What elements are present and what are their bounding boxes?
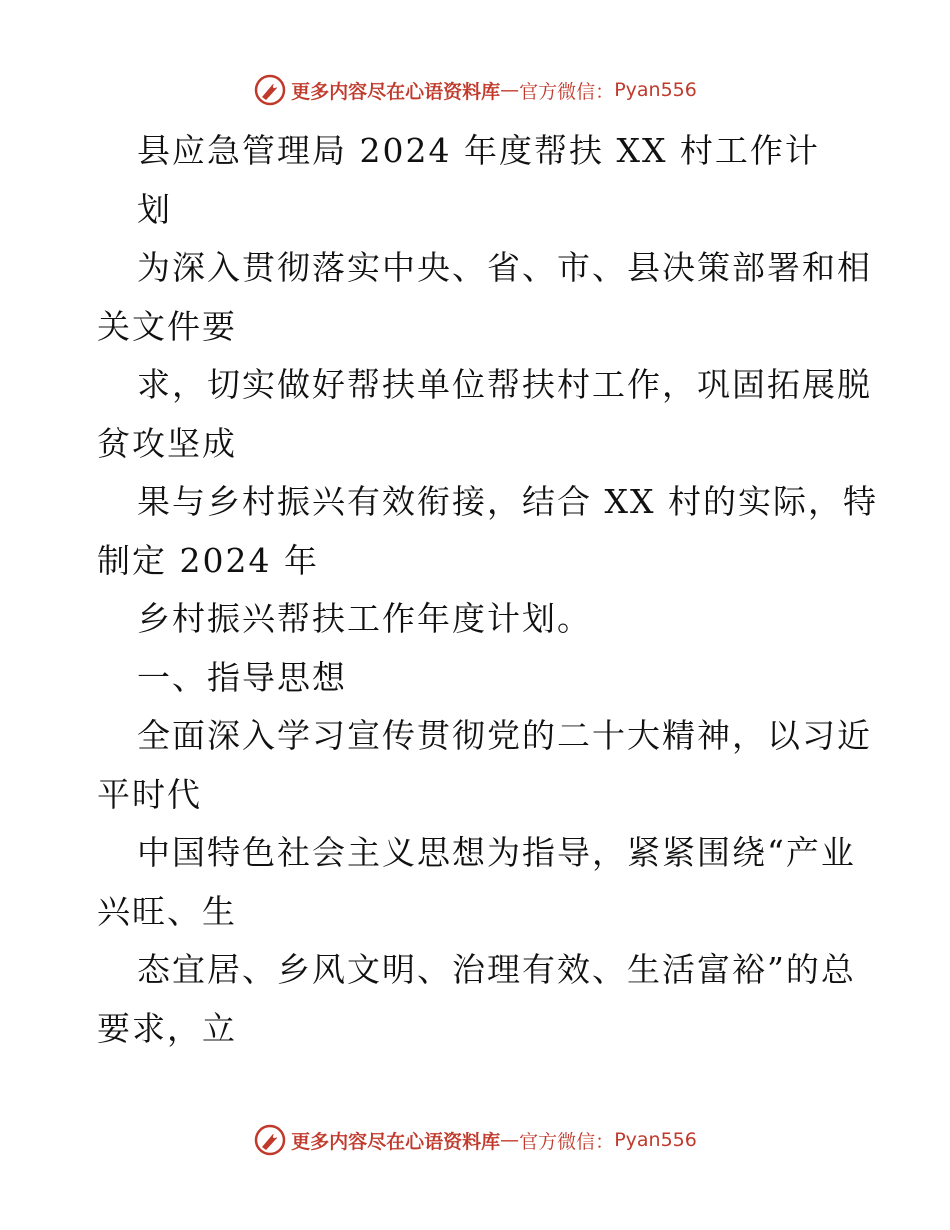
watermark-wechat-id: Pyan556: [614, 1129, 697, 1151]
pen-nib-circle-icon: [253, 1123, 287, 1157]
paragraph-line: 为深入贯彻落实中央、省、市、县决策部署和相: [137, 248, 872, 287]
document-title-line: 划: [137, 189, 172, 229]
paragraph-line: 制定 2024 年: [97, 540, 319, 580]
document-body: [97, 122, 878, 1058]
paragraph-line: 平时代: [97, 774, 202, 814]
pen-nib-circle-icon: [253, 73, 287, 107]
watermark-separator: —: [500, 79, 520, 101]
header-watermark: [0, 70, 950, 110]
document-title-line: 县应急管理局 2024 年度帮扶 XX 村工作计: [137, 131, 820, 170]
paragraph-line: 态宜居、乡风文明、治理有效、生活富裕”的总: [137, 950, 856, 989]
footer-watermark: [0, 1120, 950, 1160]
paragraph-line: 关文件要: [97, 306, 237, 346]
paragraph-line: 贫攻坚成: [97, 423, 237, 463]
watermark-wechat-label: 官方微信：: [519, 1130, 615, 1153]
paragraph-line: 要求，立: [97, 1008, 237, 1048]
watermark-main-text: 更多内容尽在心语资料库: [291, 1130, 501, 1153]
section-heading: 一、指导思想: [137, 657, 347, 697]
paragraph-line: 全面深入学习宣传贯彻党的二十大精神，以习近: [137, 716, 872, 755]
paragraph-line: 中国特色社会主义思想为指导，紧紧围绕“产业: [137, 833, 856, 872]
paragraph-line: 兴旺、生: [97, 891, 237, 931]
watermark-wechat-id: Pyan556: [614, 79, 697, 101]
paragraph-line: 乡村振兴帮扶工作年度计划。: [137, 599, 592, 638]
watermark-wechat-label: 官方微信：: [519, 80, 615, 103]
paragraph-line: 求，切实做好帮扶单位帮扶村工作，巩固拓展脱: [137, 365, 872, 404]
watermark-main-text: 更多内容尽在心语资料库: [291, 80, 501, 103]
watermark-separator: —: [500, 1129, 520, 1151]
paragraph-line: 果与乡村振兴有效衔接，结合 XX 村的实际，特: [137, 482, 878, 521]
